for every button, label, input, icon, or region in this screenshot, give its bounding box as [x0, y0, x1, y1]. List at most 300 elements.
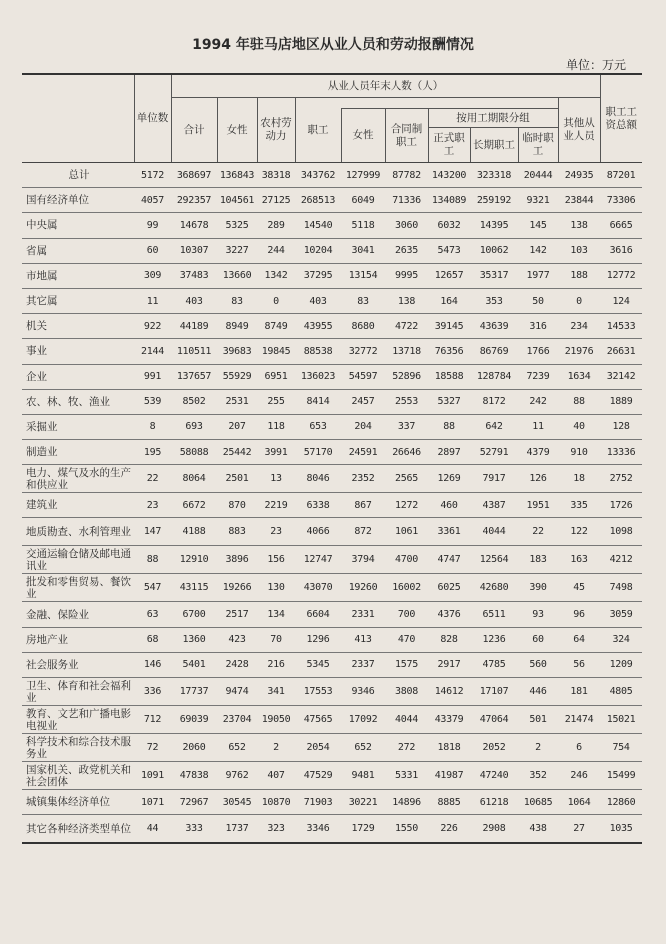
cell-rural-labor: 13 — [257, 465, 295, 493]
cell-contract: 52896 — [385, 364, 428, 389]
cell-rural-labor: 255 — [257, 389, 295, 414]
table-row — [22, 706, 642, 734]
cell-other: 181 — [558, 678, 600, 706]
row-label: 中央属 — [22, 213, 134, 238]
cell-long-term: 7917 — [470, 465, 518, 493]
cell-contract: 87782 — [385, 163, 428, 188]
row-label: 电力、煤气及水的生产和供应业 — [22, 465, 134, 493]
cell-staff: 136023 — [295, 364, 341, 389]
cell-contract: 9995 — [385, 263, 428, 288]
cell-staff: 403 — [295, 288, 341, 313]
cell-other: 188 — [558, 263, 600, 288]
row-label: 市地属 — [22, 263, 134, 288]
row-label: 地质勘查、水利管理业 — [22, 518, 134, 546]
cell-temp: 145 — [518, 213, 558, 238]
cell-other: 246 — [558, 762, 600, 790]
cell-rural-labor: 0 — [257, 288, 295, 313]
cell-units: 712 — [134, 706, 171, 734]
cell-other: 64 — [558, 627, 600, 652]
cell-total: 12910 — [171, 546, 217, 574]
cell-female: 2428 — [217, 652, 257, 677]
table-row — [22, 213, 642, 238]
cell-wage: 2752 — [600, 465, 642, 493]
cell-wage: 1726 — [600, 493, 642, 518]
cell-staff-female: 3041 — [341, 238, 385, 263]
table-row — [22, 339, 642, 364]
cell-total: 14678 — [171, 213, 217, 238]
cell-temp: 4379 — [518, 440, 558, 465]
cell-temp: 1766 — [518, 339, 558, 364]
header-other: 其他从业人员 — [558, 98, 600, 163]
cell-rural-labor: 407 — [257, 762, 295, 790]
cell-staff-female: 652 — [341, 734, 385, 762]
cell-female: 9474 — [217, 678, 257, 706]
cell-total: 2060 — [171, 734, 217, 762]
cell-wage: 3616 — [600, 238, 642, 263]
cell-other: 163 — [558, 546, 600, 574]
cell-wage: 1209 — [600, 652, 642, 677]
table-row — [22, 163, 642, 188]
table-row — [22, 493, 642, 518]
cell-female: 136843 — [217, 163, 257, 188]
cell-contract: 272 — [385, 734, 428, 762]
cell-rural-labor: 156 — [257, 546, 295, 574]
cell-regular: 226 — [428, 815, 470, 844]
cell-temp: 20444 — [518, 163, 558, 188]
cell-regular: 1818 — [428, 734, 470, 762]
table-header — [22, 74, 642, 163]
cell-temp: 10685 — [518, 790, 558, 815]
cell-contract: 138 — [385, 288, 428, 313]
cell-wage: 32142 — [600, 364, 642, 389]
cell-female: 55929 — [217, 364, 257, 389]
cell-wage: 754 — [600, 734, 642, 762]
cell-temp: 1977 — [518, 263, 558, 288]
cell-other: 138 — [558, 213, 600, 238]
cell-temp: 183 — [518, 546, 558, 574]
header-by-term: 按用工期限分组 — [428, 109, 558, 128]
cell-female: 23704 — [217, 706, 257, 734]
cell-contract: 3060 — [385, 213, 428, 238]
row-label: 金融、保险业 — [22, 602, 134, 627]
cell-contract: 4722 — [385, 314, 428, 339]
cell-other: 18 — [558, 465, 600, 493]
cell-units: 539 — [134, 389, 171, 414]
cell-units: 63 — [134, 602, 171, 627]
cell-long-term: 128784 — [470, 364, 518, 389]
cell-units: 23 — [134, 493, 171, 518]
table-row — [22, 188, 642, 213]
cell-staff: 14540 — [295, 213, 341, 238]
cell-regular: 6032 — [428, 213, 470, 238]
cell-units: 4057 — [134, 188, 171, 213]
cell-other: 27 — [558, 815, 600, 844]
row-label: 批发和零售贸易、餐饮业 — [22, 574, 134, 602]
table-row — [22, 389, 642, 414]
cell-rural-labor: 8749 — [257, 314, 295, 339]
cell-staff: 5345 — [295, 652, 341, 677]
table-row — [22, 602, 642, 627]
cell-female: 207 — [217, 414, 257, 439]
cell-female: 13660 — [217, 263, 257, 288]
table-row — [22, 518, 642, 546]
cell-rural-labor: 118 — [257, 414, 295, 439]
cell-rural-labor: 38318 — [257, 163, 295, 188]
cell-other: 335 — [558, 493, 600, 518]
cell-rural-labor: 27125 — [257, 188, 295, 213]
cell-rural-labor: 3991 — [257, 440, 295, 465]
cell-wage: 324 — [600, 627, 642, 652]
cell-staff: 1296 — [295, 627, 341, 652]
cell-staff: 17553 — [295, 678, 341, 706]
header-staff-female: 女性 — [341, 109, 385, 163]
cell-temp: 390 — [518, 574, 558, 602]
cell-staff: 3346 — [295, 815, 341, 844]
cell-units: 44 — [134, 815, 171, 844]
header-temp: 临时职工 — [518, 128, 558, 163]
cell-temp: 316 — [518, 314, 558, 339]
cell-rural-labor: 130 — [257, 574, 295, 602]
cell-staff: 47529 — [295, 762, 341, 790]
cell-staff-female: 5118 — [341, 213, 385, 238]
header-employed-group: 从业人员年末人数（人） — [171, 74, 600, 98]
cell-female: 104561 — [217, 188, 257, 213]
cell-contract: 700 — [385, 602, 428, 627]
cell-total: 69039 — [171, 706, 217, 734]
header-total: 合计 — [171, 98, 217, 163]
cell-rural-labor: 70 — [257, 627, 295, 652]
cell-long-term: 47240 — [470, 762, 518, 790]
cell-other: 1634 — [558, 364, 600, 389]
cell-staff-female: 2331 — [341, 602, 385, 627]
cell-staff-female: 19260 — [341, 574, 385, 602]
cell-other: 910 — [558, 440, 600, 465]
cell-regular: 2897 — [428, 440, 470, 465]
table-row — [22, 734, 642, 762]
cell-units: 11 — [134, 288, 171, 313]
cell-female: 2517 — [217, 602, 257, 627]
cell-staff-female: 32772 — [341, 339, 385, 364]
cell-temp: 9321 — [518, 188, 558, 213]
cell-regular: 134089 — [428, 188, 470, 213]
cell-long-term: 12564 — [470, 546, 518, 574]
cell-female: 883 — [217, 518, 257, 546]
cell-units: 146 — [134, 652, 171, 677]
row-label: 城镇集体经济单位 — [22, 790, 134, 815]
cell-total: 6700 — [171, 602, 217, 627]
cell-total: 292357 — [171, 188, 217, 213]
cell-total: 137657 — [171, 364, 217, 389]
cell-temp: 446 — [518, 678, 558, 706]
cell-wage: 1098 — [600, 518, 642, 546]
cell-regular: 18588 — [428, 364, 470, 389]
cell-total: 368697 — [171, 163, 217, 188]
cell-contract: 337 — [385, 414, 428, 439]
header-female: 女性 — [217, 98, 257, 163]
cell-wage: 3059 — [600, 602, 642, 627]
cell-temp: 1951 — [518, 493, 558, 518]
cell-female: 39683 — [217, 339, 257, 364]
cell-wage: 128 — [600, 414, 642, 439]
header-long-term: 长期职工 — [470, 128, 518, 163]
cell-long-term: 4044 — [470, 518, 518, 546]
table-row — [22, 546, 642, 574]
cell-temp: 126 — [518, 465, 558, 493]
cell-staff-female: 13154 — [341, 263, 385, 288]
cell-units: 922 — [134, 314, 171, 339]
cell-long-term: 10062 — [470, 238, 518, 263]
cell-regular: 8885 — [428, 790, 470, 815]
cell-temp: 22 — [518, 518, 558, 546]
cell-long-term: 52791 — [470, 440, 518, 465]
row-label-header — [22, 74, 134, 163]
cell-staff-female: 24591 — [341, 440, 385, 465]
cell-long-term: 6511 — [470, 602, 518, 627]
cell-rural-labor: 244 — [257, 238, 295, 263]
cell-total: 403 — [171, 288, 217, 313]
row-label: 建筑业 — [22, 493, 134, 518]
table-row — [22, 574, 642, 602]
cell-long-term: 61218 — [470, 790, 518, 815]
row-label: 国家机关、政党机关和社会团体 — [22, 762, 134, 790]
cell-contract: 13718 — [385, 339, 428, 364]
table-row — [22, 288, 642, 313]
cell-regular: 164 — [428, 288, 470, 313]
cell-rural-labor: 323 — [257, 815, 295, 844]
cell-rural-labor: 341 — [257, 678, 295, 706]
cell-temp: 60 — [518, 627, 558, 652]
cell-rural-labor: 23 — [257, 518, 295, 546]
cell-other: 88 — [558, 389, 600, 414]
cell-staff: 57170 — [295, 440, 341, 465]
cell-units: 72 — [134, 734, 171, 762]
cell-long-term: 2908 — [470, 815, 518, 844]
row-label: 事业 — [22, 339, 134, 364]
row-label: 科学技术和综合技术服务业 — [22, 734, 134, 762]
cell-temp: 501 — [518, 706, 558, 734]
cell-rural-labor: 6951 — [257, 364, 295, 389]
cell-wage: 1035 — [600, 815, 642, 844]
cell-female: 2501 — [217, 465, 257, 493]
cell-staff: 12747 — [295, 546, 341, 574]
cell-total: 1360 — [171, 627, 217, 652]
cell-staff: 653 — [295, 414, 341, 439]
cell-rural-labor: 2 — [257, 734, 295, 762]
row-label: 卫生、体育和社会福利业 — [22, 678, 134, 706]
cell-wage: 124 — [600, 288, 642, 313]
cell-total: 43115 — [171, 574, 217, 602]
cell-staff-female: 1729 — [341, 815, 385, 844]
cell-female: 8949 — [217, 314, 257, 339]
cell-total: 8502 — [171, 389, 217, 414]
cell-regular: 4747 — [428, 546, 470, 574]
cell-staff-female: 30221 — [341, 790, 385, 815]
cell-contract: 14896 — [385, 790, 428, 815]
cell-contract: 2635 — [385, 238, 428, 263]
cell-temp: 242 — [518, 389, 558, 414]
table-body — [22, 163, 642, 844]
cell-contract: 71336 — [385, 188, 428, 213]
cell-female: 2531 — [217, 389, 257, 414]
cell-units: 1091 — [134, 762, 171, 790]
cell-staff-female: 83 — [341, 288, 385, 313]
cell-female: 5325 — [217, 213, 257, 238]
cell-other: 6 — [558, 734, 600, 762]
cell-staff-female: 2337 — [341, 652, 385, 677]
row-label: 交通运输仓储及邮电通讯业 — [22, 546, 134, 574]
cell-units: 547 — [134, 574, 171, 602]
cell-regular: 43379 — [428, 706, 470, 734]
cell-temp: 7239 — [518, 364, 558, 389]
cell-total: 47838 — [171, 762, 217, 790]
header-rural-labor: 农村劳动力 — [257, 98, 295, 163]
cell-rural-labor: 19845 — [257, 339, 295, 364]
unit-note: 单位：万元 — [565, 58, 626, 72]
cell-contract: 1272 — [385, 493, 428, 518]
cell-rural-labor: 2219 — [257, 493, 295, 518]
cell-units: 147 — [134, 518, 171, 546]
cell-long-term: 47064 — [470, 706, 518, 734]
cell-staff-female: 9346 — [341, 678, 385, 706]
cell-staff: 2054 — [295, 734, 341, 762]
cell-staff: 268513 — [295, 188, 341, 213]
cell-wage: 4212 — [600, 546, 642, 574]
table-row — [22, 263, 642, 288]
cell-staff-female: 413 — [341, 627, 385, 652]
cell-regular: 143200 — [428, 163, 470, 188]
cell-regular: 88 — [428, 414, 470, 439]
cell-female: 3896 — [217, 546, 257, 574]
cell-regular: 1269 — [428, 465, 470, 493]
row-label: 机关 — [22, 314, 134, 339]
cell-staff: 343762 — [295, 163, 341, 188]
cell-rural-labor: 134 — [257, 602, 295, 627]
cell-female: 423 — [217, 627, 257, 652]
cell-contract: 3808 — [385, 678, 428, 706]
cell-wage: 87201 — [600, 163, 642, 188]
cell-other: 45 — [558, 574, 600, 602]
cell-staff: 37295 — [295, 263, 341, 288]
row-label: 社会服务业 — [22, 652, 134, 677]
cell-staff: 8414 — [295, 389, 341, 414]
cell-units: 195 — [134, 440, 171, 465]
cell-contract: 26646 — [385, 440, 428, 465]
cell-female: 652 — [217, 734, 257, 762]
cell-staff-female: 54597 — [341, 364, 385, 389]
cell-total: 6672 — [171, 493, 217, 518]
cell-regular: 460 — [428, 493, 470, 518]
cell-units: 22 — [134, 465, 171, 493]
cell-staff: 8046 — [295, 465, 341, 493]
table-row — [22, 627, 642, 652]
table-row — [22, 314, 642, 339]
cell-staff: 47565 — [295, 706, 341, 734]
cell-long-term: 35317 — [470, 263, 518, 288]
cell-contract: 4700 — [385, 546, 428, 574]
cell-long-term: 42680 — [470, 574, 518, 602]
cell-temp: 560 — [518, 652, 558, 677]
cell-long-term: 642 — [470, 414, 518, 439]
cell-staff: 43955 — [295, 314, 341, 339]
cell-units: 309 — [134, 263, 171, 288]
cell-staff-female: 872 — [341, 518, 385, 546]
cell-long-term: 259192 — [470, 188, 518, 213]
row-label: 国有经济单位 — [22, 188, 134, 213]
header-staff: 职工 — [295, 98, 341, 163]
page-title: 1994 年驻马店地区从业人员和劳动报酬情况 — [192, 37, 474, 53]
cell-contract: 1550 — [385, 815, 428, 844]
cell-units: 336 — [134, 678, 171, 706]
cell-long-term: 8172 — [470, 389, 518, 414]
cell-wage: 15021 — [600, 706, 642, 734]
cell-temp: 142 — [518, 238, 558, 263]
cell-staff: 10204 — [295, 238, 341, 263]
cell-total: 44189 — [171, 314, 217, 339]
cell-staff-female: 204 — [341, 414, 385, 439]
cell-staff: 4066 — [295, 518, 341, 546]
cell-total: 17737 — [171, 678, 217, 706]
cell-staff: 43070 — [295, 574, 341, 602]
cell-total: 110511 — [171, 339, 217, 364]
cell-units: 1071 — [134, 790, 171, 815]
cell-long-term: 86769 — [470, 339, 518, 364]
header-regular: 正式职工 — [428, 128, 470, 163]
cell-total: 333 — [171, 815, 217, 844]
cell-units: 5172 — [134, 163, 171, 188]
cell-wage: 12772 — [600, 263, 642, 288]
cell-other: 103 — [558, 238, 600, 263]
cell-long-term: 4387 — [470, 493, 518, 518]
row-label: 制造业 — [22, 440, 134, 465]
cell-contract: 16002 — [385, 574, 428, 602]
cell-contract: 4044 — [385, 706, 428, 734]
cell-total: 693 — [171, 414, 217, 439]
cell-regular: 5473 — [428, 238, 470, 263]
cell-staff: 88538 — [295, 339, 341, 364]
cell-wage: 12860 — [600, 790, 642, 815]
cell-other: 21976 — [558, 339, 600, 364]
row-label: 省属 — [22, 238, 134, 263]
cell-units: 991 — [134, 364, 171, 389]
cell-temp: 438 — [518, 815, 558, 844]
cell-female: 83 — [217, 288, 257, 313]
row-label: 采掘业 — [22, 414, 134, 439]
table-row — [22, 815, 642, 844]
cell-rural-labor: 10870 — [257, 790, 295, 815]
cell-regular: 39145 — [428, 314, 470, 339]
cell-total: 72967 — [171, 790, 217, 815]
table-row — [22, 440, 642, 465]
cell-wage: 14533 — [600, 314, 642, 339]
cell-staff: 6604 — [295, 602, 341, 627]
cell-other: 122 — [558, 518, 600, 546]
cell-temp: 2 — [518, 734, 558, 762]
row-label: 企业 — [22, 364, 134, 389]
cell-long-term: 17107 — [470, 678, 518, 706]
cell-total: 10307 — [171, 238, 217, 263]
table-row — [22, 790, 642, 815]
cell-units: 88 — [134, 546, 171, 574]
cell-total: 37483 — [171, 263, 217, 288]
cell-units: 68 — [134, 627, 171, 652]
row-label: 其它属 — [22, 288, 134, 313]
cell-staff-female: 6049 — [341, 188, 385, 213]
cell-rural-labor: 289 — [257, 213, 295, 238]
cell-units: 2144 — [134, 339, 171, 364]
cell-regular: 5327 — [428, 389, 470, 414]
table-row — [22, 414, 642, 439]
cell-long-term: 4785 — [470, 652, 518, 677]
